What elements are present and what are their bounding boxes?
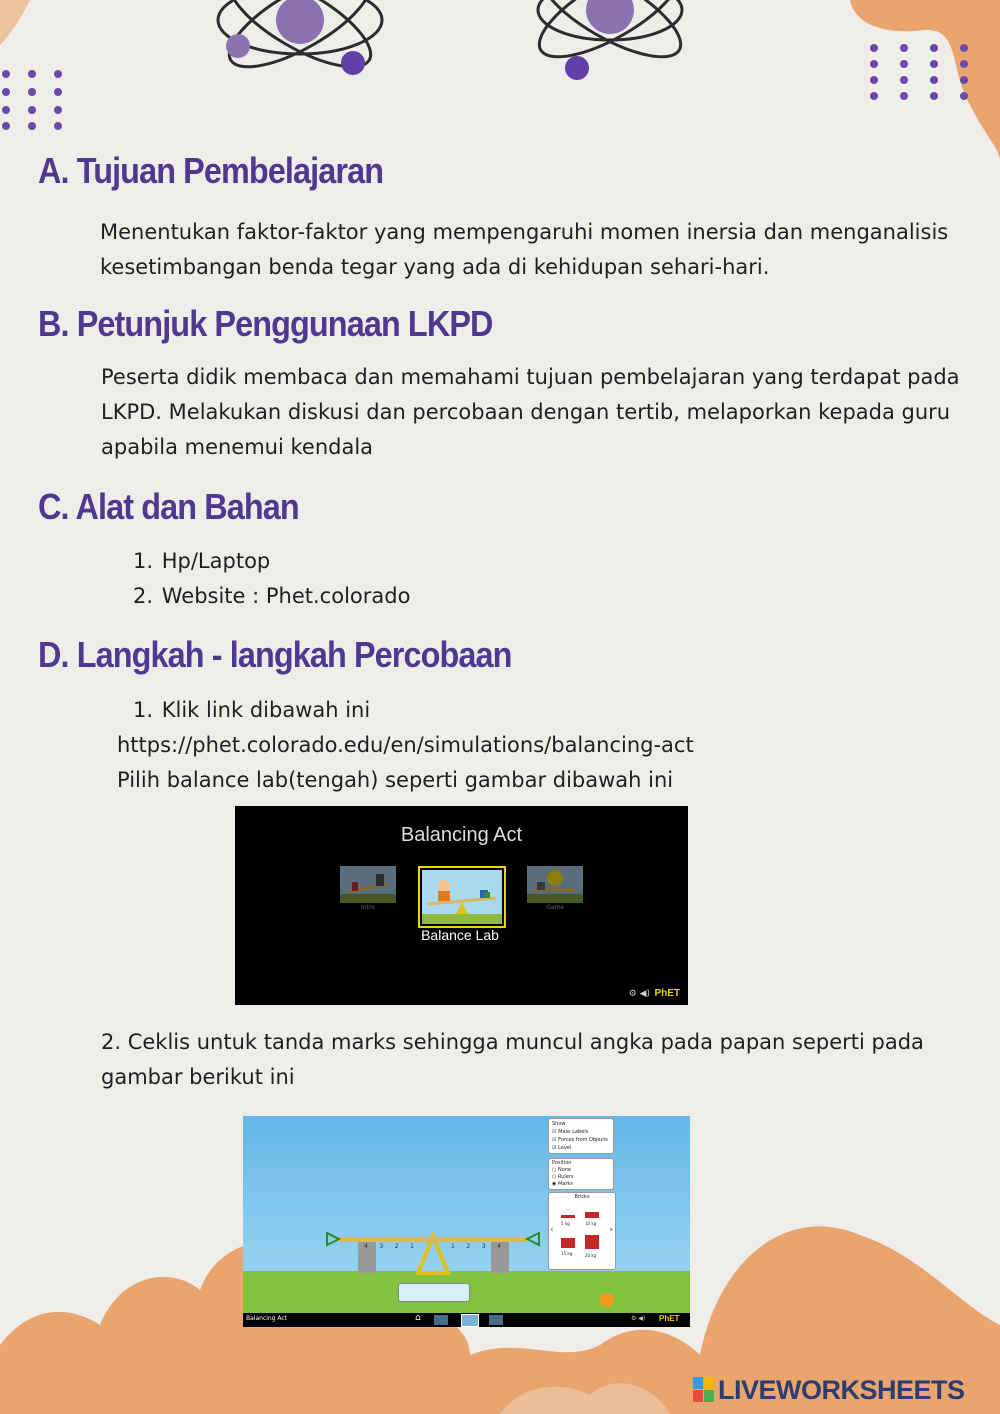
- liveworksheets-logo-icon: [693, 1377, 715, 1403]
- section-b-text-line3: apabila menemui kendala: [101, 435, 374, 459]
- list-item-number: 2.: [133, 584, 154, 608]
- sim-title: Balancing Act: [400, 824, 523, 846]
- list-item-text: Hp/Laptop: [161, 549, 271, 573]
- list-item: [133, 584, 410, 608]
- step-1-instruction: Pilih balance lab(tengah) seperti gambar dibawah ini: [117, 768, 674, 792]
- balance-lab-thumbnail[interactable]: [418, 866, 506, 928]
- brick-10kg[interactable]: [585, 1212, 599, 1218]
- atom-icon-right: [520, 0, 700, 100]
- section-a-heading: A. Tujuan Pembelajaran: [38, 150, 384, 191]
- dot-grid-left: [0, 66, 70, 136]
- list-item-text: Website : Phet.colorado: [161, 584, 411, 608]
- brick-20kg[interactable]: [585, 1235, 599, 1249]
- section-a-text-line1: Menentukan faktor-faktor yang mempengaruhi momen inersia dan menganalisis: [100, 220, 949, 244]
- mark-label: 2: [466, 1243, 471, 1250]
- simulation-link[interactable]: https://phet.colorado.edu/en/simulations/balancing-act: [117, 733, 694, 757]
- footer-icons: ⚙ ◀): [628, 989, 650, 999]
- game-label: Game: [546, 904, 564, 911]
- home-icon[interactable]: ⌂: [415, 1313, 421, 1323]
- phet-logo[interactable]: PhET: [654, 988, 680, 999]
- section-a-text-line2: kesetimbangan benda tegar yang ada di kehidupan sehari-hari.: [100, 255, 770, 279]
- step-2-text-line1: 2. Ceklis untuk tanda marks sehingga muncul angka pada papan seperti pada: [101, 1030, 924, 1054]
- step-1: [133, 698, 370, 722]
- footer-title: Balancing Act: [246, 1315, 288, 1322]
- section-c-heading: C. Alat dan Bahan: [38, 486, 299, 527]
- position-label: Position: [552, 1160, 572, 1166]
- mark-label: 1: [410, 1243, 414, 1250]
- balance-lab-image: [422, 870, 502, 924]
- mark-label: 3: [481, 1243, 486, 1250]
- carousel-left-icon[interactable]: ‹: [550, 1225, 554, 1235]
- bricks-label: Bricks: [574, 1194, 590, 1200]
- list-item-number: 1.: [133, 549, 154, 573]
- section-b-heading: B. Petunjuk Penggunaan LKPD: [38, 303, 493, 344]
- step-1-text: Klik link dibawah ini: [161, 698, 371, 722]
- phet-menu-screenshot: [235, 806, 688, 1005]
- liveworksheets-watermark: [693, 1374, 965, 1406]
- checkbox-mass-labels[interactable]: ☑ Mass Labels: [552, 1129, 589, 1135]
- intro-thumbnail[interactable]: [340, 866, 396, 903]
- position-panel: [548, 1158, 614, 1190]
- brick-label: 5 kg: [561, 1221, 570, 1226]
- balance-lab-label: Balance Lab: [421, 927, 499, 943]
- mark-label: 4: [497, 1243, 501, 1250]
- reset-button[interactable]: [600, 1293, 614, 1307]
- brick-label: 15 kg: [561, 1251, 573, 1256]
- screen-tab-lab[interactable]: [461, 1314, 479, 1327]
- radio-none[interactable]: ○ None: [552, 1167, 571, 1173]
- plank-marks-right: [451, 1243, 501, 1250]
- bricks-panel: [548, 1192, 616, 1270]
- brick-label: 20 kg: [585, 1253, 597, 1258]
- mark-label: 2: [394, 1243, 399, 1250]
- brick-label: 10 kg: [585, 1221, 597, 1226]
- mark-label: 1: [451, 1243, 455, 1250]
- game-thumbnail[interactable]: [527, 866, 583, 903]
- mark-label: 3: [379, 1243, 384, 1250]
- atom-icon-left: [210, 0, 400, 115]
- decorative-blob-top-left: [0, 0, 40, 60]
- radio-marks[interactable]: ◉ Marks: [552, 1181, 573, 1187]
- section-b-text-line1: Peserta didik membaca dan memahami tujuan pembelajaran yang terdapat pada: [101, 365, 960, 389]
- section-d-heading: D. Langkah - langkah Percobaan: [38, 634, 512, 675]
- plank-marks-left: [364, 1243, 414, 1250]
- footer-bar: [243, 1313, 690, 1327]
- screen-tab-game[interactable]: [489, 1315, 503, 1325]
- intro-thumbnail-image: [340, 866, 396, 903]
- phet-logo[interactable]: PhET: [659, 1314, 680, 1323]
- radio-rulers[interactable]: ○ Rulers: [552, 1174, 574, 1180]
- show-label: Show: [552, 1121, 566, 1127]
- dot-grid-right: [862, 40, 982, 104]
- balance-lab-screenshot: [243, 1116, 690, 1327]
- brick-5kg[interactable]: [561, 1215, 575, 1218]
- screen-tab-intro[interactable]: [434, 1315, 448, 1325]
- watermark-text: LIVEWORKSHEETS: [718, 1374, 965, 1405]
- intro-label: Intro: [361, 904, 375, 911]
- step-1-number: 1.: [133, 698, 154, 722]
- game-thumbnail-image: [527, 866, 583, 903]
- checkbox-level[interactable]: ☑ Level: [552, 1145, 572, 1151]
- step-2-text-line2: gambar berikut ini: [101, 1065, 295, 1089]
- section-b-text-line2: LKPD. Melakukan diskusi dan percobaan dengan tertib, melaporkan kepada guru: [101, 400, 951, 424]
- checkbox-forces[interactable]: ☑ Forces from Objects: [552, 1137, 608, 1143]
- mark-label: 4: [364, 1243, 368, 1250]
- list-item: [133, 549, 270, 573]
- brick-15kg[interactable]: [561, 1238, 575, 1248]
- settings-icons[interactable]: ⚙ ◀): [631, 1315, 646, 1322]
- level-control[interactable]: [398, 1283, 470, 1302]
- carousel-right-icon[interactable]: ›: [609, 1225, 613, 1235]
- show-panel: [548, 1118, 614, 1154]
